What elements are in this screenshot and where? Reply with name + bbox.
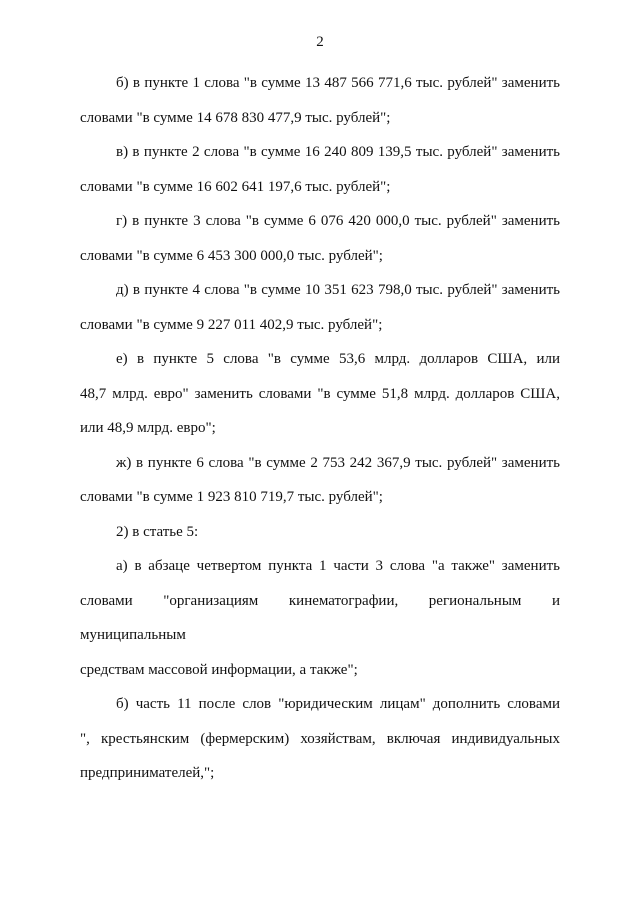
paragraph-line: г) в пункте 3 слова "в сумме 6 076 420 000,0 тыс. рублей" заменить: [116, 213, 560, 229]
document-body: [80, 66, 560, 791]
page-number: 2: [316, 34, 324, 50]
paragraph-line: б) в пункте 1 слова "в сумме 13 487 566 771,6 тыс. рублей" заменить: [116, 75, 560, 91]
paragraph-e-point-5: [80, 342, 560, 446]
paragraph-line: средствам массовой информации, а также";: [80, 661, 358, 678]
paragraph-b-article-5: [80, 687, 560, 791]
paragraph-line: или 48,9 млрд. евро";: [80, 420, 216, 436]
paragraph-line: словами "в сумме 6 453 300 000,0 тыс. рублей";: [80, 247, 383, 264]
paragraph-line: в) в пункте 2 слова "в сумме 16 240 809 139,5 тыс. рублей" заменить: [116, 144, 560, 160]
paragraph-line: ", крестьянским (фермерским) хозяйствам, включая индивидуальных: [80, 730, 560, 747]
paragraph-g-point-3: [80, 204, 560, 273]
paragraph-line: 2) в статье 5:: [116, 523, 199, 540]
paragraph-line: д) в пункте 4 слова "в сумме 10 351 623 798,0 тыс. рублей" заменить: [116, 282, 560, 298]
paragraph-line: а) в абзаце четвертом пункта 1 части 3 слова "а также" заменить: [116, 558, 560, 574]
paragraph-v-point-2: [80, 135, 560, 204]
paragraph-line: 48,7 млрд. евро" заменить словами "в сумме 51,8 млрд. долларов США,: [80, 385, 560, 402]
paragraph-b-point-1: [80, 66, 560, 135]
paragraph-article-5: [80, 515, 560, 550]
paragraph-line: словами "в сумме 14 678 830 477,9 тыс. рублей";: [80, 109, 391, 126]
paragraph-line: предпринимателей,";: [80, 765, 215, 781]
paragraph-line: словами "организациям кинематографии, региональным и муниципальным: [80, 592, 560, 643]
paragraph-d-point-4: [80, 273, 560, 342]
paragraph-line: ж) в пункте 6 слова "в сумме 2 753 242 367,9 тыс. рублей" заменить: [116, 454, 560, 471]
paragraph-zh-point-6: [80, 446, 560, 515]
paragraph-line: е) в пункте 5 слова "в сумме 53,6 млрд. долларов США, или: [116, 351, 560, 367]
paragraph-line: б) часть 11 после слов "юридическим лицам" дополнить словами: [116, 696, 560, 712]
paragraph-a-article-5: [80, 549, 560, 687]
paragraph-line: словами "в сумме 1 923 810 719,7 тыс. рублей";: [80, 489, 383, 505]
paragraph-line: словами "в сумме 9 227 011 402,9 тыс. рублей";: [80, 316, 383, 333]
paragraph-line: словами "в сумме 16 602 641 197,6 тыс. рублей";: [80, 178, 391, 195]
